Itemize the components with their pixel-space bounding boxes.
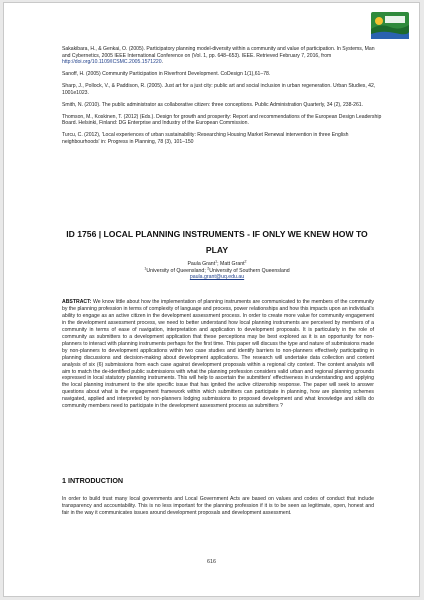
reference-item: Sakakibara, H., & Genkai, O. (2005). Participatory planning model-diversity within a community and value of participation. In Systems, Man and Cybernetics, 2005 IEEE International Conference on (Vol. 1, pp. 648–653). IEEE. Retrieved February 7, 2016, from http://doi.org/10.1109/ICSMC.2005.1571220. (62, 46, 375, 65)
document-page (3, 2, 420, 597)
reference-doi-link[interactable]: http://doi.org/10.1109/ICSMC.2005.1571220 (62, 59, 162, 65)
abstract-text: We know little about how the implementation of planning instruments are communicated to the members of the community by the planning profession in terms of complexity of language and process, power relationships and how this impacts upon an individual's ability to engage as an active citizen in the development assessment process. In order to create more value for community engagement in the development assessment process, we need to better understand how local planning instruments are perceived by members of a community in terms of ease of navigation, interpretation and application to development proposals. It is particularly in the role of community as submitters to a development application that these perceptions may be best explored as it is an opportunity for non-planners to interact with planning instruments perhaps for the first time. This paper will discuss the type and nature of submissions made by non-planners to development applications within two case studies and identify barriers to non-planners effectively participating in planning discussions and decision-making about development applications. The research will undertake data collection and content analysis of six (6) submissions from each case against development proposals within a regional city context. The content analysis will aim to match the de-identified public submissions with what the planning profession considers valid urban and regional planning grounds expressed in local statutory planning instruments. This will help to ascertain the submitters' effectiveness in understanding and applying the local planning instrument to the site specific issue that has ignited the active citizenship response. The paper will seek to answer questions about what is the engagement framework within which submitters can participate in planning, how are planning schemes navigated, applied and interpreted by non-planners lodging submissions to proposed development and what knowledge and skills do community members need to participate in the development assessment process as submitters ? (62, 299, 374, 410)
conference-logo (371, 12, 409, 39)
paper-title: ID 1756 | LOCAL PLANNING INSTRUMENTS - IF ONLY WE KNEW HOW TO PLAY (66, 229, 368, 255)
reference-list (62, 46, 382, 151)
author-names: Paula Grant$^1$; Matt Grant$^2$ (187, 259, 247, 267)
abstract-paragraph (62, 299, 374, 410)
reference-item: Sanoff, H. (2005) Community Participation in Riverfront Development. CoDesign 1(1),61–78. (62, 71, 271, 77)
reference-item: Turcu, C. (2012), 'Local experiences of urban sustainability: Researching Housing Market Renewal intervention in three English neighbourhoods' in: Progress in Planning, 78 (3), 101–150 (62, 132, 349, 145)
abstract-label: ABSTRACT: (62, 299, 92, 305)
author-block (58, 261, 376, 281)
section-heading-introduction: 1 INTRODUCTION (62, 476, 124, 485)
page-number: 616 (207, 559, 216, 565)
conference-logo-graphic (371, 12, 409, 39)
author-affiliations: $^1$University of Queensland; $^2$University of Southern Queensland (144, 265, 290, 274)
reference-item: Sharp, J., Pollock, V., & Paddison, R. (2005). Just art for a just city: public art and social inclusion in urban regeneration. Urban Studies, 42, 1001e1023. (62, 83, 376, 96)
reference-item: Thomson, M., Koskinen, T. (2012) (Eds.). Design for growth and prosperity: Report and recommendations of the European Design Leadership Board. Helsinki, Finland: DG Enterprise and Industry of the European Commission. (62, 113, 382, 126)
reference-item: Smith, N. (2010). The public administrator as collaborative citizen: three conceptions. Public Administration Quarterly, 34 (2), 238-261. (62, 101, 364, 108)
author-email-link[interactable]: paula.grant@uq.edu.au (189, 274, 245, 281)
introduction-paragraph: In order to build trust many local governments and Local Government Acts are based on values and codes of conduct that include transparency and accountability. This is no less important for the planning profession if it is to be seen as legitimate, open, honest and fair in the way it communicates issues around development proposals and development assessment. (62, 496, 374, 516)
